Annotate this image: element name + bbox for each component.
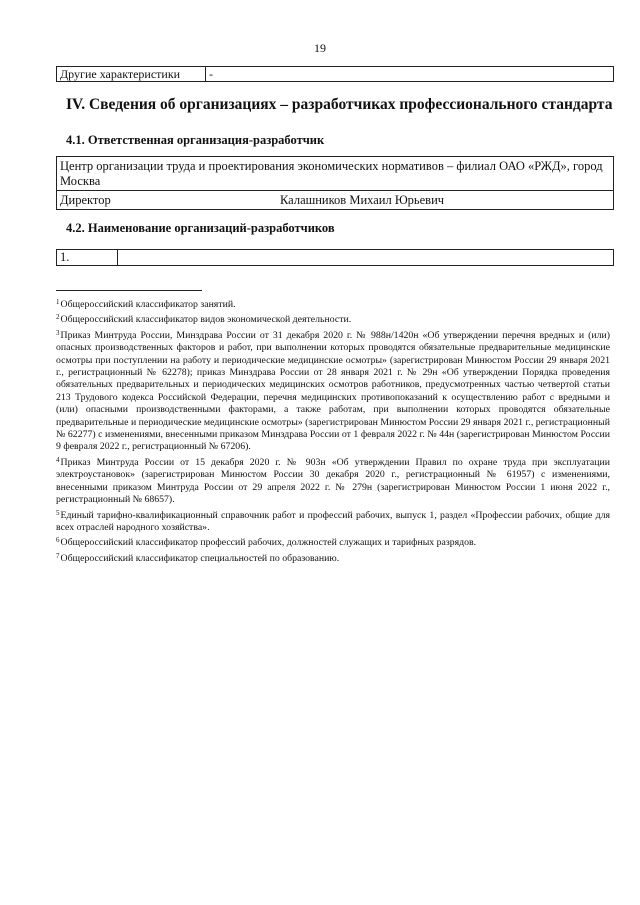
other-characteristics-label: Другие характеристики (57, 67, 206, 82)
footnote-text: Приказ Минтруда России от 15 декабря 2020 г. № 903н «Об утверждении Правил по охране труда при эксплуатации электроустановок» (зарегистрирован Минюстом России 30 декабря 2020 г., регистрационный № 61957) с изменениями, внесенными приказом Минтруда России от 29 апреля 2022 г. № 279н (зарегистрирован Минюстом России 1 июня 2022 г., регистрационный № 68657). (56, 456, 610, 506)
footnote-text: Общероссийский классификатор специальностей по образованию. (60, 552, 340, 564)
footnote-text: Общероссийский классификатор профессий рабочих, должностей служащих и тарифных разрядов. (60, 537, 477, 549)
footnote-1 (56, 296, 610, 311)
footnote-text: Приказ Минтруда России, Минздрава России от 31 декабря 2020 г. № 988н/1420н «Об утверждении перечня вредных и (или) опасных производственных факторов и работ, при выполнении которых проводятся обязательные предварительные медицинские осмотры при поступлении на работу и периодические медицинские осмотры» (зарегистрирован Минюстом России 29 января 2021 г., регистрационный № 62278); приказ Минздрава России от 28 января 2021 г. № 29н «Об утверждении Порядка проведения обязательных предварительных и периодических медицинских осмотров работников, предусмотренных частью четвертой статьи 213 Трудового кодекса Российской Федерации, перечня медицинских противопоказаний к осуществлению работ с вредными и (или) опасными производственными факторами, а также работам, при выполнении которых проводятся обязательные предварительные и периодические медицинские осмотры» (зарегистрирован Минюстом России 29 января 2021 г., регистрационный № 62277) с изменениями, внесенными приказом Минздрава России от 1 февраля 2022 г. № 44н (зарегистрирован Минюстом России 9 февраля 2022 г., регистрационный № 67206). (56, 329, 610, 453)
developer-row-number: 1. (57, 250, 118, 266)
footnote-mark: 7 (56, 551, 60, 560)
footnote-mark: 3 (56, 328, 60, 337)
footnotes (56, 296, 610, 565)
table-row (57, 191, 614, 210)
developer-organizations-table (56, 249, 614, 266)
footnote-separator (56, 290, 202, 291)
organization-name: Центр организации труда и проектирования экономических нормативов – филиал ОАО «РЖД», город Москва (57, 157, 614, 191)
page-number: 19 (314, 41, 326, 55)
table-row (57, 157, 614, 191)
footnote-mark: 5 (56, 508, 60, 517)
footnote-text: Единый тарифно-квалификационный справочник работ и профессий рабочих, выпуск 1, раздел «Профессии рабочих, общие для всех отраслей народного хозяйства». (56, 509, 610, 533)
table-row (57, 250, 614, 266)
footnote-mark: 4 (56, 455, 60, 464)
footnote-7 (56, 550, 610, 565)
footnote-text: Общероссийский классификатор занятий. (60, 299, 236, 310)
responsible-organization-table (56, 156, 614, 210)
other-characteristics-value: - (206, 67, 614, 82)
footnote-mark: 1 (56, 298, 60, 306)
footnote-3 (56, 327, 610, 454)
footnote-mark: 2 (56, 313, 60, 322)
table-row (57, 67, 614, 82)
other-characteristics-table (56, 66, 614, 82)
footnote-4 (56, 454, 610, 507)
developer-row-name (118, 250, 614, 266)
director-role: Директор (57, 191, 278, 210)
responsible-organization-heading: 4.1. Ответственная организация-разработчик (66, 133, 325, 147)
developer-organizations-heading: 4.2. Наименование организаций-разработчиков (66, 221, 335, 235)
footnote-2 (56, 311, 610, 326)
footnote-mark: 6 (56, 536, 60, 545)
footnote-text: Общероссийский классификатор видов экономической деятельности. (60, 314, 352, 326)
section-title: IV. Сведения об организациях – разработчиках профессионального стандарта (66, 96, 613, 113)
footnote-6 (56, 534, 610, 549)
footnote-5 (56, 507, 610, 535)
director-name: Калашников Михаил Юрьевич (277, 191, 614, 210)
